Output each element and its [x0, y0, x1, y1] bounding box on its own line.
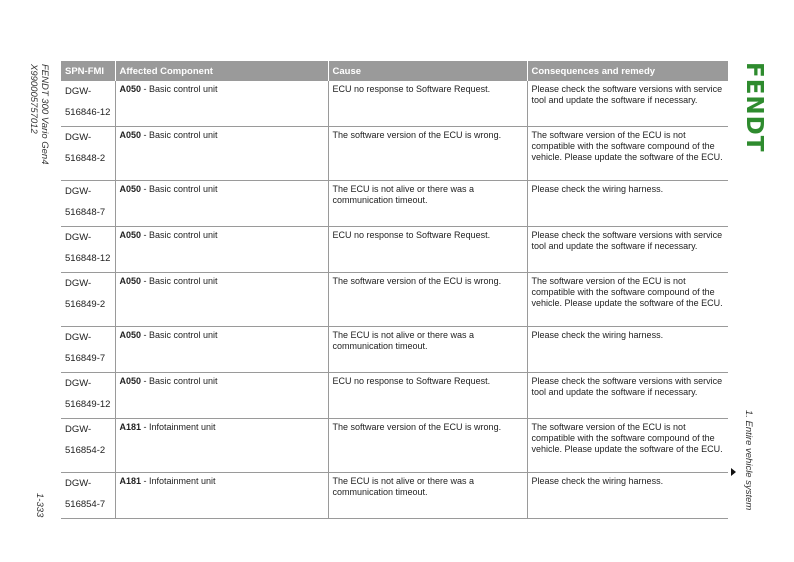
header-affected-component: Affected Component: [115, 61, 328, 81]
spn-fmi-cell: [61, 419, 115, 473]
component-code: A050: [119, 84, 142, 94]
spn-prefix: DGW-: [65, 332, 92, 343]
remedy-cell: Please check the software versions with service tool and update the software if necessary.: [527, 81, 728, 127]
logo-text: FENDT: [741, 62, 767, 153]
spn-fmi-cell: [61, 373, 115, 419]
component-code: A050: [119, 376, 142, 386]
remedy-cell: The software version of the ECU is not compatible with the software compound of the vehicle. Please update the software of the ECU.: [527, 273, 728, 327]
remedy-cell: Please check the software versions with service tool and update the software if necessary.: [527, 373, 728, 419]
spn-prefix: DGW-: [65, 186, 92, 197]
table-row: [61, 327, 728, 373]
spn-number: 516854-7: [65, 499, 106, 510]
cause-cell: ECU no response to Software Request.: [328, 227, 527, 273]
component-name: Infotainment unit: [149, 422, 216, 432]
remedy-cell: Please check the wiring harness.: [527, 327, 728, 373]
spn-prefix: DGW-: [65, 378, 92, 389]
spn-number: 516848-7: [65, 207, 106, 218]
spn-fmi-cell: [61, 181, 115, 227]
table-row: [61, 473, 728, 519]
component-code: A181: [119, 422, 142, 432]
spn-number: 516846-12: [65, 107, 111, 118]
document-reference: [26, 64, 50, 244]
spn-prefix: DGW-: [65, 86, 92, 97]
spn-number: 516854-2: [65, 445, 106, 456]
component-code: A050: [119, 184, 142, 194]
component-name: Basic control unit: [149, 130, 218, 140]
component-name: Basic control unit: [149, 84, 218, 94]
table-row: [61, 81, 728, 127]
component-name: Basic control unit: [149, 330, 218, 340]
header-cause: Cause: [328, 61, 527, 81]
table-row: [61, 419, 728, 473]
spn-prefix: DGW-: [65, 478, 92, 489]
spn-fmi-cell: [61, 81, 115, 127]
component-cell: A181 - Infotainment unit: [115, 473, 328, 519]
component-name: Basic control unit: [149, 276, 218, 286]
component-cell: A050 - Basic control unit: [115, 327, 328, 373]
table-row: [61, 227, 728, 273]
component-name: Basic control unit: [149, 184, 218, 194]
spn-number: 516848-2: [65, 153, 106, 164]
fault-code-table: [61, 61, 728, 519]
spn-fmi-cell: [61, 127, 115, 181]
component-code: A050: [119, 330, 142, 340]
spn-fmi-cell: [61, 473, 115, 519]
component-name: Basic control unit: [149, 230, 218, 240]
cause-cell: The software version of the ECU is wrong.: [328, 127, 527, 181]
remedy-cell: Please check the wiring harness.: [527, 181, 728, 227]
table-row: [61, 273, 728, 327]
spn-number: 516848-12: [65, 253, 111, 264]
spn-number: 516849-7: [65, 353, 106, 364]
spn-fmi-cell: [61, 227, 115, 273]
table-header-row: [61, 61, 728, 81]
spn-prefix: DGW-: [65, 424, 92, 435]
cause-cell: ECU no response to Software Request.: [328, 81, 527, 127]
component-cell: A050 - Basic control unit: [115, 373, 328, 419]
component-cell: A050 - Basic control unit: [115, 273, 328, 327]
header-spn-fmi: SPN-FMI: [61, 61, 115, 81]
header-consequences: Consequences and remedy: [527, 61, 728, 81]
table-row: [61, 127, 728, 181]
component-cell: A181 - Infotainment unit: [115, 419, 328, 473]
spn-prefix: DGW-: [65, 278, 92, 289]
component-cell: A050 - Basic control unit: [115, 227, 328, 273]
remedy-cell: The software version of the ECU is not compatible with the software compound of the vehicle. Please update the software of the ECU.: [527, 127, 728, 181]
cause-cell: The software version of the ECU is wrong.: [328, 419, 527, 473]
remedy-cell: Please check the wiring harness.: [527, 473, 728, 519]
next-page-arrow-icon[interactable]: [731, 468, 736, 476]
cause-cell: The ECU is not alive or there was a communication timeout.: [328, 327, 527, 373]
component-name: Basic control unit: [149, 376, 218, 386]
spn-prefix: DGW-: [65, 232, 92, 243]
table-row: [61, 373, 728, 419]
cause-cell: The ECU is not alive or there was a communication timeout.: [328, 473, 527, 519]
spn-fmi-cell: [61, 327, 115, 373]
component-cell: A050 - Basic control unit: [115, 181, 328, 227]
component-name: Infotainment unit: [149, 476, 216, 486]
cause-cell: ECU no response to Software Request.: [328, 373, 527, 419]
component-code: A050: [119, 130, 142, 140]
component-code: A050: [119, 230, 142, 240]
spn-prefix: DGW-: [65, 132, 92, 143]
remedy-cell: Please check the software versions with service tool and update the software if necessary.: [527, 227, 728, 273]
spn-number: 516849-2: [65, 299, 106, 310]
model-name: FENDT 300 Vario Gen4: [39, 64, 50, 165]
fendt-logo: [742, 62, 766, 166]
doc-code: X990005757012: [28, 64, 39, 134]
spn-fmi-cell: [61, 273, 115, 327]
component-cell: A050 - Basic control unit: [115, 127, 328, 181]
section-title: 1. Entire vehicle system: [743, 410, 754, 511]
cause-cell: The software version of the ECU is wrong.: [328, 273, 527, 327]
spn-number: 516849-12: [65, 399, 111, 410]
component-code: A050: [119, 276, 142, 286]
cause-cell: The ECU is not alive or there was a communication timeout.: [328, 181, 527, 227]
table-row: [61, 181, 728, 227]
remedy-cell: The software version of the ECU is not compatible with the software compound of the vehicle. Please update the software of the ECU.: [527, 419, 728, 473]
component-code: A181: [119, 476, 142, 486]
page-number: 1-333: [34, 493, 45, 518]
component-cell: A050 - Basic control unit: [115, 81, 328, 127]
